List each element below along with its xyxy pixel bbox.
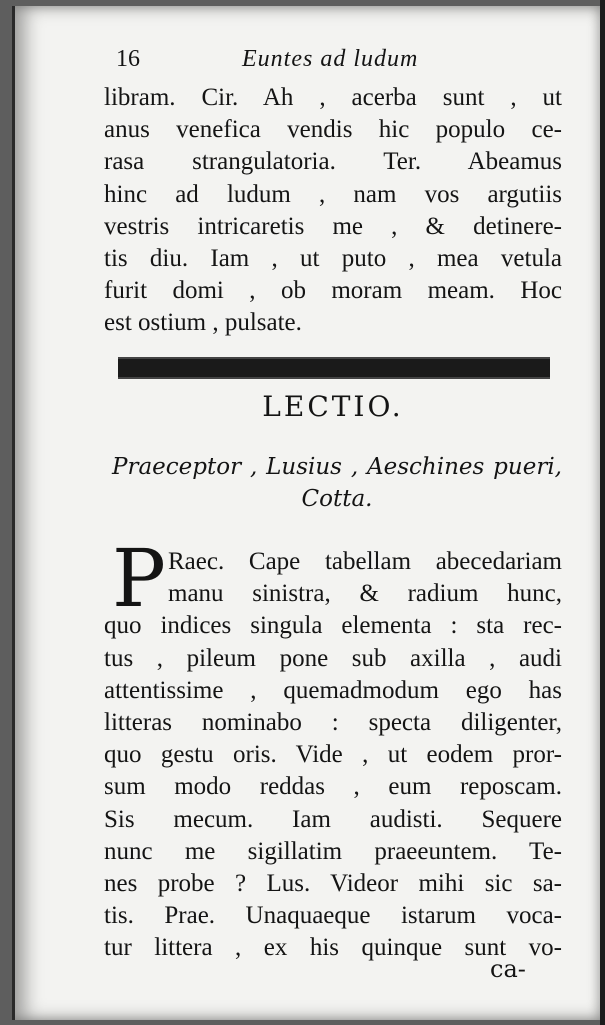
text-line: anus venefica vendis hic populo ce- [104,116,562,144]
paragraph-1 [104,82,562,340]
persons-line-2: Cotta. [301,486,373,512]
text-line: est ostium , pulsate. [104,309,302,337]
text-line: manu sinistra, & radium hunc, [168,580,562,608]
text-line: tur littera , ex his quinque sunt vo- [104,934,562,962]
text-line: attentissime , quemadmodum ego has [104,676,562,704]
text-line: nes probe ? Lus. Videor mihi sic sa- [104,869,562,897]
page-edge-shadow [600,0,605,1025]
ornamental-rule [118,357,550,379]
text-line: rasa strangulatoria. Ter. Abeamus [104,148,562,176]
text-line: Sis mecum. Iam audisti. Sequere [104,805,562,833]
persons-line-1: Praeceptor , Lusius , Aeschines pueri, [112,454,562,480]
running-header [104,46,562,80]
text-line: nunc me sigillatim praeeuntem. Te- [104,837,562,865]
text-line: tis diu. Iam , ut puto , mea vetula [104,244,562,272]
text-line: litteras nominabo : specta diligenter, [104,708,562,736]
text-line: Raec. Cape tabellam abecedariam [168,548,562,575]
catchword: ca- [490,955,526,983]
running-title: Euntes ad ludum [242,46,419,72]
text-line: sum modo reddas , eum reposcam. [104,773,562,801]
drop-capital: P [112,532,166,625]
page-number: 16 [116,46,140,72]
section-title: LECTIO. [262,390,404,423]
text-line: tus , pileum pone sub axilla , audi [104,644,562,672]
text-line: tis. Prae. Unaquaeque istarum voca- [104,902,562,930]
text-line: furit domi , ob moram meam. Hoc [104,277,562,305]
text-line: libram. Cir. Ah , acerba sunt , ut [104,84,562,111]
text-line: vestris intricaretis me , & detinere- [104,212,562,240]
text-line: quo indices singula elementa : sta rec- [104,612,562,640]
paragraph-2 [104,532,562,964]
text-line: hinc ad ludum , nam vos argutiis [104,180,562,208]
text-line: quo gestu oris. Vide , ut eodem pror- [104,741,562,769]
dramatis-personae [112,454,562,518]
